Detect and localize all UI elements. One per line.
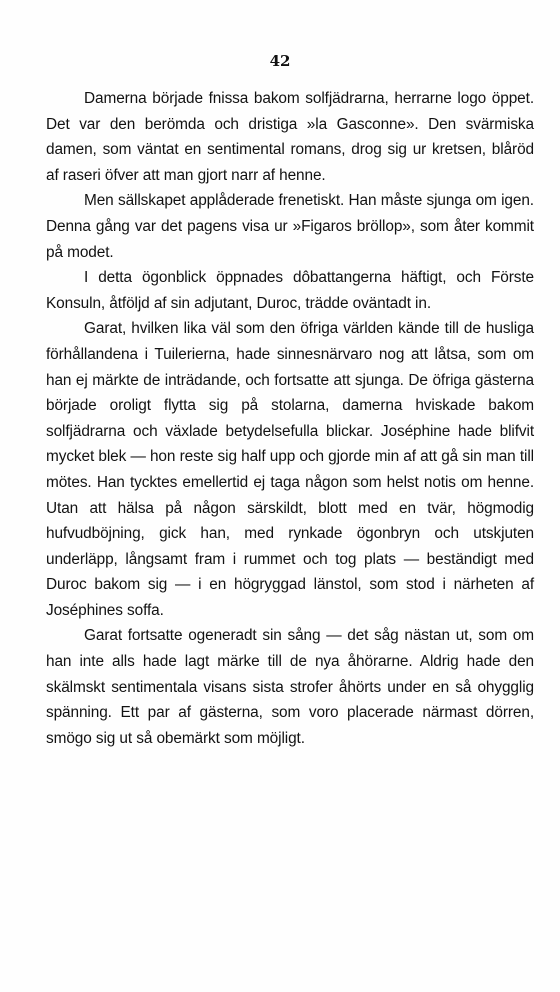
paragraph: Damerna började fnissa bakom solfjädrarna, herrarne logo öppet. Det var den berömda och dristiga »la Gasconne». Den svärmiska damen, som väntat en sentimental romans, drog sig ur kretsen, blåröd af raseri öfver att man gjort narr af henne. bbox=[46, 90, 534, 184]
paragraph: Garat, hvilken lika väl som den öfriga världen kände till de husliga förhållandena i Tuilerierna, hade sinnesnärvaro nog att låtsa, som om han ej märkte de inträdande, och fortsatte att sjunga. De öfriga gästerna började oroligt flytta sig på stolarna, damerna hviskade bakom solfjädrarna och växlade betydelsefulla blickar. Joséphine hade blifvit mycket blek — hon reste sig half upp och gjorde min af att gå sin man till mötes. Han tycktes emellertid ej taga någon som helst notis om henne. Utan att hälsa på någon särskildt, blott med en tvär, högmodig hufvudböjning, gick han, med rynkade ögonbryn och utskjuten underläpp, långsamt fram i rummet och tog plats — beständigt med Duroc bakom sig — i en högryggad länstol, som stod i närheten af Joséphines soffa. bbox=[46, 320, 534, 619]
page-number: 42 bbox=[269, 52, 291, 70]
paragraph: Men sällskapet applåderade frenetiskt. Han måste sjunga om igen. Denna gång var det pagens visa ur »Figaros bröllop», som åter kommit på modet. bbox=[46, 192, 534, 261]
body-text bbox=[46, 86, 534, 751]
paragraph: Garat fortsatte ogeneradt sin sång — det såg nästan ut, som om han inte alls hade lagt märke till de nya åhörarne. Aldrig hade den skälmskt sentimentala visans sista strofer åhörts under en så ohygglig spänning. Ett par af gästerna, som voro placerade närmast dörren, smögo sig ut så obemärkt som möjligt. bbox=[46, 627, 534, 747]
paragraph: I detta ögonblick öppnades dôbattangerna häftigt, och Förste Konsuln, åtföljd af sin adjutant, Duroc, trädde oväntadt in. bbox=[46, 269, 534, 312]
